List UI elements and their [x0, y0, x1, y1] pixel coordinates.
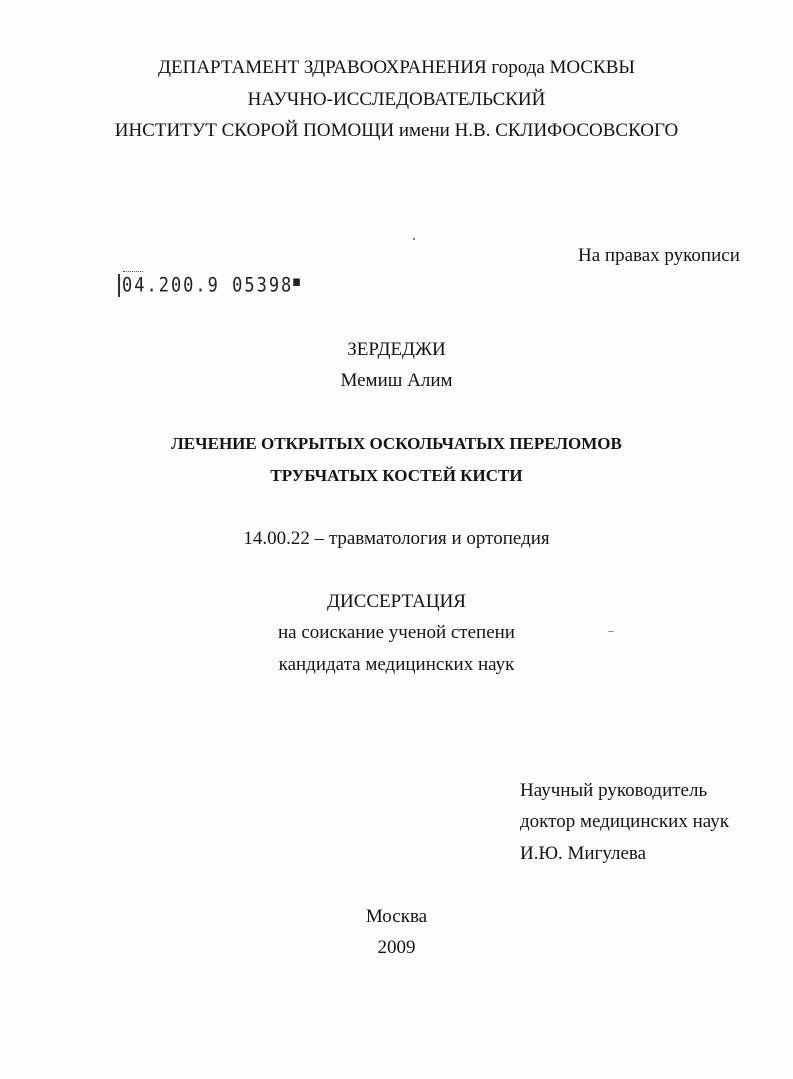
- stamp-mark-icon: ■: [293, 274, 302, 289]
- specialty: 14.00.22 – травматология и ортопедия: [243, 528, 550, 549]
- author-given-names: Мемиш Алим: [340, 370, 453, 391]
- scan-speck: [413, 238, 415, 240]
- document-type-line2: кандидата медицинских наук: [278, 654, 515, 675]
- thesis-title-line1: ЛЕЧЕНИЕ ОТКРЫТЫХ ОСКОЛЬЧАТЫХ ПЕРЕЛОМОВ: [171, 434, 622, 453]
- supervisor-degree: доктор медицинских наук: [520, 811, 729, 832]
- rights-note: На правах рукописи: [578, 245, 740, 266]
- year: 2009: [377, 937, 416, 958]
- header-institute-type: НАУЧНО-ИССЛЕДОВАТЕЛЬСКИЙ: [247, 89, 546, 110]
- document-type-line1: на соискание ученой степени: [278, 622, 515, 643]
- thesis-title-line2: ТРУБЧАТЫХ КОСТЕЙ КИСТИ: [270, 466, 523, 485]
- supervisor-name: И.Ю. Мигулева: [520, 843, 647, 864]
- registration-number-stamp: [118, 274, 302, 297]
- scan-mark: [608, 631, 614, 632]
- document-type-heading: ДИССЕРТАЦИЯ: [327, 591, 466, 612]
- registration-number: 04.200.9 05398: [118, 274, 293, 297]
- header-department: ДЕПАРТАМЕНТ ЗДРАВООХРАНЕНИЯ города МОСКВЫ: [158, 57, 635, 78]
- place: Москва: [365, 906, 428, 927]
- supervisor-role: Научный руководитель: [520, 780, 708, 801]
- header-institute-name: ИНСТИТУТ СКОРОЙ ПОМОЩИ имени Н.В. СКЛИФОСОВСКОГО: [114, 120, 679, 141]
- author-surname: ЗЕРДЕДЖИ: [347, 339, 446, 360]
